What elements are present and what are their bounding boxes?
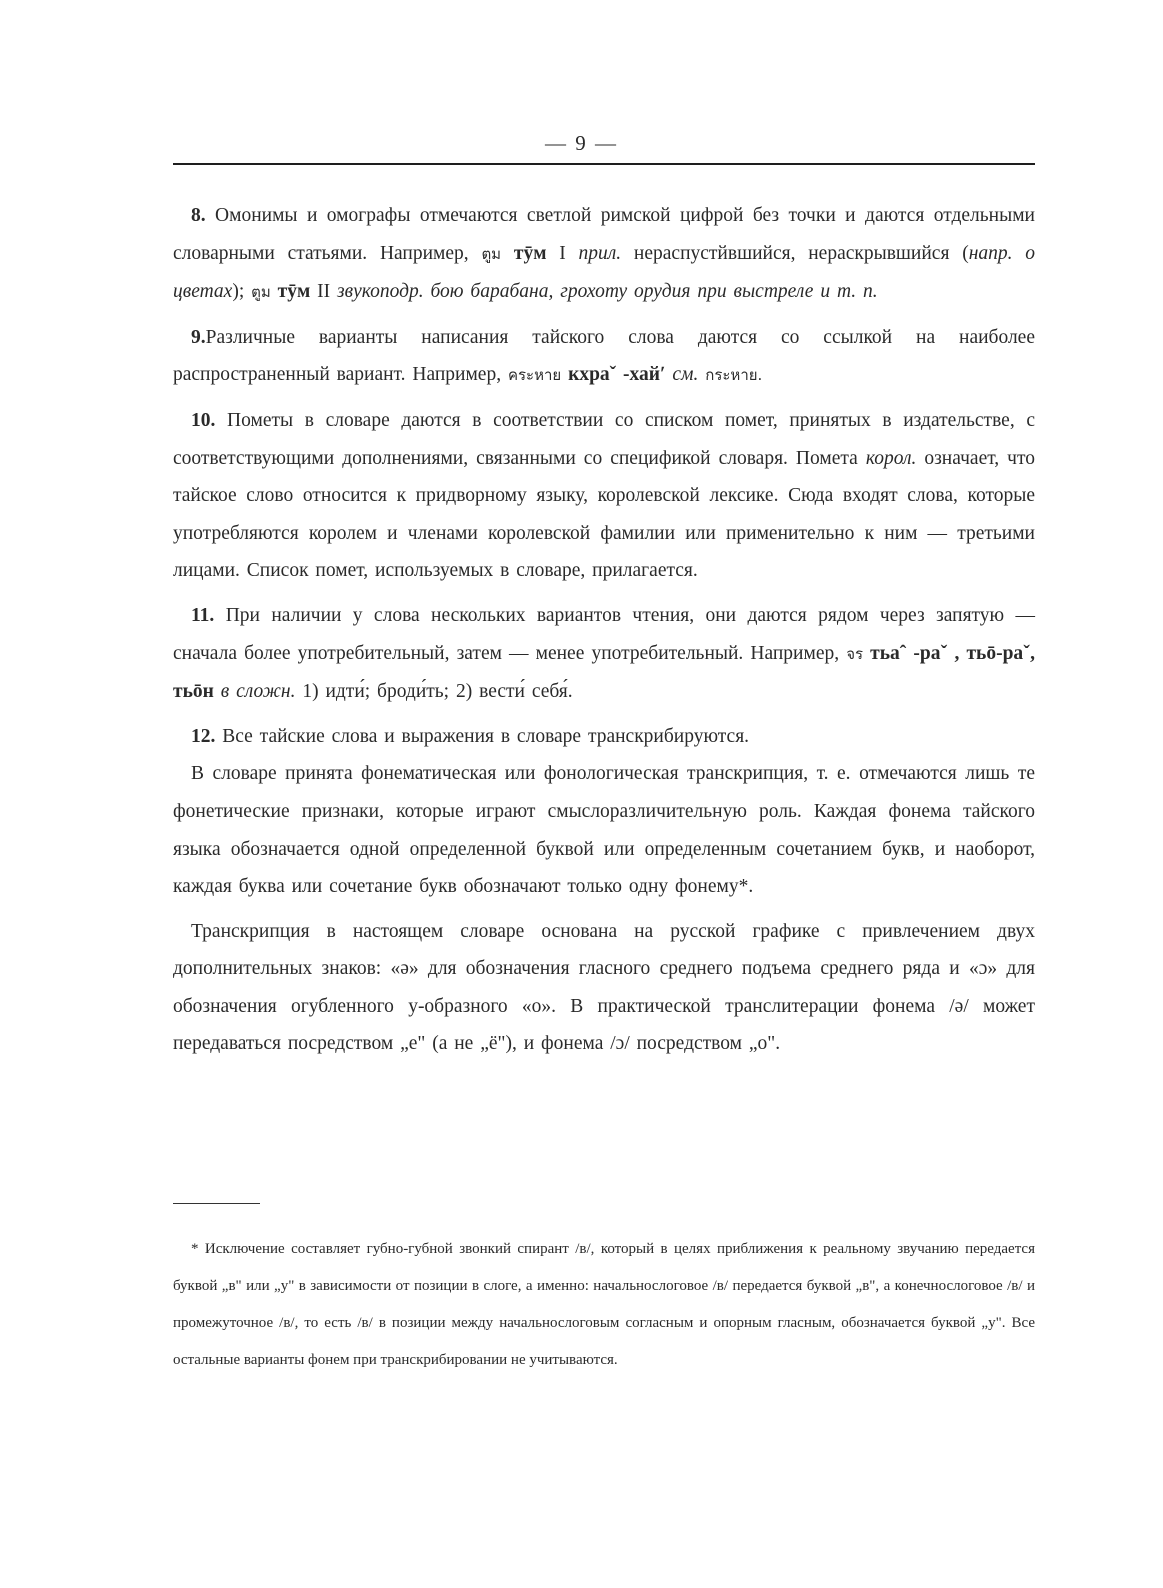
text: Различные варианты написания тайского слова даются со ссылкой на наиболее распространенный вариант. Например, — [173, 326, 1035, 386]
label: корол. — [865, 447, 917, 469]
footnote-rule — [173, 1203, 260, 1204]
paragraph-14: Транскрипция в настоящем словаре основана на русской графике с привлечением двух дополнительных знаков: «ə» для обозначения гласного среднего подъема среднего ряда и «ɔ» для обозначения огубленного у-образного «о». В практической транслитерации фонема /ə/ может передаваться посредством „е" (а не „ё"), и фонема /ɔ/ посредством „о". — [173, 920, 1035, 1055]
label: напр. о цветах — [173, 242, 1036, 303]
thai-word: กระหาย. — [705, 366, 763, 385]
paragraph-number: 11. — [191, 604, 215, 626]
transcription: тӯм — [513, 242, 547, 264]
label: в сложн. — [220, 681, 296, 703]
transcription: тьаˆ -раˇ , тьō-раˇ, тьōн — [173, 642, 1035, 703]
paragraph-number: 10. — [191, 409, 216, 431]
main-text — [173, 197, 1035, 1070]
thai-word: จร — [846, 644, 864, 663]
text: I — [546, 242, 579, 264]
header-rule — [173, 163, 1035, 165]
text: Все тайские слова и выражения в словаре транскрибируются. — [215, 725, 750, 747]
label: звукоподр. бою барабана, грохоту орудия при выстреле и т. п. — [337, 281, 878, 303]
text: нераспустйвшийся, нераскрывшийся ( — [621, 242, 969, 264]
paragraph-11 — [173, 597, 1035, 711]
transcription: кхраˇ -хайʹ — [568, 364, 666, 386]
thai-word: คระหาย — [507, 366, 562, 385]
text: Пометы в словаре даются в соответствии со списком помет, принятых в издательстве, с соответствующими дополнениями, связанными со спецификой словаря. Помета — [173, 409, 1035, 469]
text: ); — [232, 281, 252, 303]
thai-word: ตูม — [251, 283, 271, 302]
text: означает, что тайское слово относится к придворному языку, королевской лексике. Сюда входят слова, которые употребляются королем и членами королевской фамилии или применительно к ним — третьими лицами. Список помет, используемых в словаре, прилагается. — [173, 447, 1035, 582]
text: II — [310, 281, 338, 303]
transcription: тӯм — [277, 281, 311, 303]
footnote: * Исключение составляет губно-губной звонкий спирант /в/, который в целях приближения к реальному звучанию передается буквой „в" или „у" в зависимости от позиции в слоге, а именно: начальнослоговое /в/ передается буквой „в", а конечнослоговое /в/ и промежуточное /в/, то есть /в/ в позиции между начальнослоговым согласным и опорным гласным, обозначается буквой „у". Все остальные варианты фонем при транскрибировании не учитываются. — [173, 1241, 1035, 1368]
text: 1) идти́; броди́ть; 2) вести́ себя́. — [295, 681, 573, 703]
thai-word: ตูม — [481, 244, 502, 263]
label: см. — [672, 364, 699, 386]
paragraph-12 — [173, 718, 1035, 756]
paragraph-8 — [173, 197, 1035, 312]
paragraph-10 — [173, 402, 1035, 590]
paragraph-number: 9. — [191, 326, 206, 348]
text: При наличии у слова нескольких вариантов чтения, они даются рядом через запятую — сначала более употребительный, затем — менее употребительный. Например, — [173, 604, 1035, 664]
paragraph-number: 8. — [191, 205, 206, 226]
text — [214, 681, 221, 702]
text: Омонимы и омографы отмечаются светлой римской цифрой без точки и даются отдельными словарными статьями. Например, — [173, 205, 1035, 264]
paragraph-number: 12. — [191, 725, 216, 747]
paragraph-13: В словаре принята фонематическая или фонологическая транскрипция, т. е. отмечаются лишь те фонетические признаки, которые играют смыслоразличительную роль. Каждая фонема тайского языка обозначается одной определенной буквой или определенным сочетанием букв, и наоборот, каждая буква или сочетание букв обозначают только одну фонему*. — [173, 763, 1035, 898]
page-number: — 9 — — [545, 131, 618, 155]
label: прил. — [578, 242, 622, 264]
paragraph-9 — [173, 319, 1035, 395]
